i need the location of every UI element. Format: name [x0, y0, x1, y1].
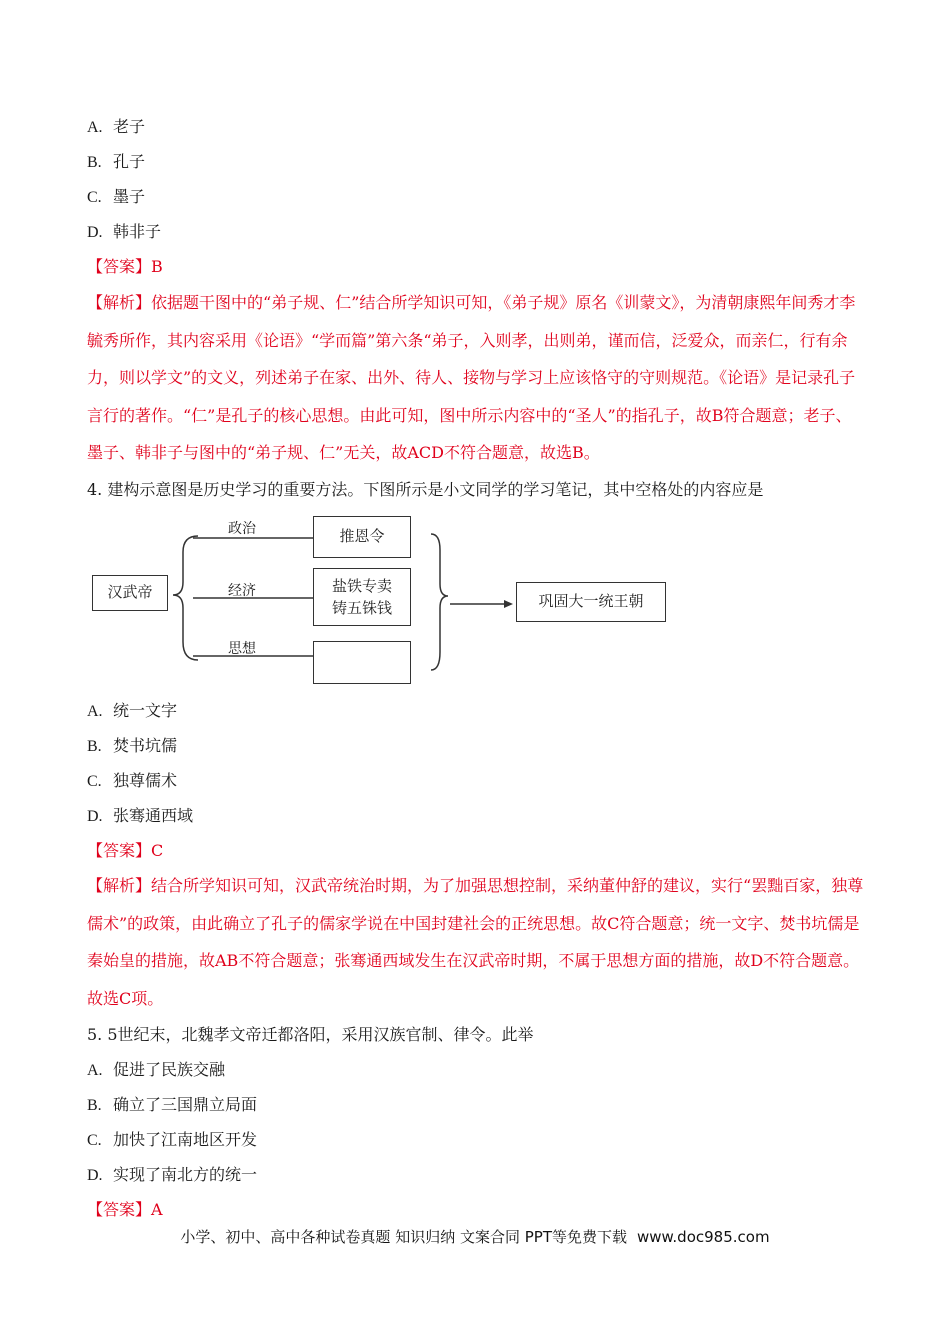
diagram-result-box: 巩固大一统王朝 [516, 582, 666, 622]
diagram-box-economy [313, 568, 411, 626]
footer-text: 小学、初中、高中各种试卷真题 知识归纳 文案合同 PPT等免费下载 [180, 1228, 627, 1246]
diagram-box-thought-blank [313, 641, 411, 684]
q5-answer: 【答案】A [87, 1200, 163, 1219]
page-footer [0, 1226, 950, 1247]
q5-option-c: C. 加快了江南地区开发 [87, 1130, 258, 1149]
q3-option-d: D. 韩非子 [87, 222, 162, 241]
q3-option-c: C. 墨子 [87, 187, 146, 206]
q4-option-d: D. 张骞通西域 [87, 806, 194, 825]
diagram-branch-economy: 经济 [228, 583, 256, 599]
diagram-economy-line-2: 铸五铢钱 [331, 599, 392, 617]
q4-answer: 【答案】C [87, 841, 164, 860]
diagram-branch-politics: 政治 [228, 521, 256, 537]
q3-option-a: A. 老子 [87, 117, 146, 136]
diagram-branch-thought: 思想 [228, 641, 256, 657]
q4-option-b: B. 焚书坑儒 [87, 736, 178, 755]
diagram-economy-line-1: 盐铁专卖 [331, 577, 392, 595]
diagram-root-box: 汉武帝 [92, 575, 168, 611]
q5-stem: 5. 5世纪末，北魏孝文帝迁都洛阳，采用汉族官制、律令。此举 [87, 1025, 534, 1044]
q3-option-b: B. 孔子 [87, 152, 146, 171]
q4-option-a: A. 统一文字 [87, 701, 178, 720]
q5-option-b: B. 确立了三国鼎立局面 [87, 1095, 258, 1114]
q3-answer: 【答案】B [87, 257, 163, 276]
q4-diagram [88, 512, 678, 687]
q4-analysis: 【解析】结合所学知识可知，汉武帝统治时期，为了加强思想控制，采纳董仲舒的建议，实行“罢黜百家，独尊儒术”的政策，由此确立了孔子的儒家学说在中国封建社会的正统思想。故C符合题意；统一文字、焚书坑儒是秦始皇的措施，故AB不符合题意；张骞通西域发生在汉武帝时期，不属于思想方面的措施，故D不符合题意。故选C项。 [87, 876, 864, 1008]
q5-option-a: A. 促进了民族交融 [87, 1060, 226, 1079]
q3-analysis: 【解析】依据题干图中的“弟子规、仁”结合所学知识可知，《弟子规》原名《训蒙文》，为清朝康熙年间秀才李毓秀所作，其内容采用《论语》“学而篇”第六条“弟子，入则孝，出则弟，谨而信，泛爱众，而亲仁，行有余力，则以学文”的文义，列述弟子在家、出外、待人、接物与学习上应该恪守的守则规范。《论语》是记录孔子言行的著作。“仁”是孔子的核心思想。由此可知，图中所示内容中的“圣人”的指孔子，故B符合题意；老子、墨子、韩非子与图中的“弟子规、仁”无关，故ACD不符合题意，故选B。 [87, 293, 856, 462]
q4-stem: 4. 建构示意图是历史学习的重要方法。下图所示是小文同学的学习笔记，其中空格处的内容应是 [87, 480, 764, 499]
q5-option-d: D. 实现了南北方的统一 [87, 1165, 258, 1184]
footer-link[interactable]: www.doc985.com [636, 1228, 770, 1246]
diagram-box-politics: 推恩令 [313, 516, 411, 558]
q4-option-c: C. 独尊儒术 [87, 771, 178, 790]
